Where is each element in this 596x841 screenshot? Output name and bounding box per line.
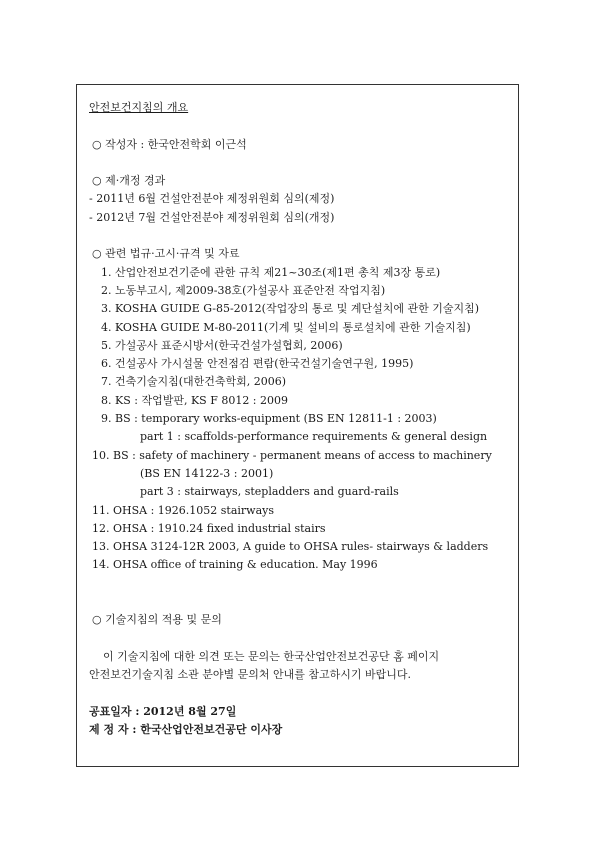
author-line: ○ 작성자 : 한국안전학회 이근석 xyxy=(92,137,247,151)
reference-subitem: part 3 : stairways, stepladders and guard-rails xyxy=(140,485,399,499)
reference-item: 13. OHSA 3124-12R 2003, A guide to OHSA rules- stairways & ladders xyxy=(92,540,489,554)
publication-date: 공표일자 : 2012년 8월 27일 xyxy=(89,704,237,718)
reference-subitem: (BS EN 14122-3 : 2001) xyxy=(140,466,274,480)
application-text: 이 기술지침에 대한 의견 또는 문의는 한국산업안전보건공단 홈 페이지 xyxy=(103,649,440,663)
reference-item: 12. OHSA : 1910.24 fixed industrial stairs xyxy=(92,521,326,535)
issuer: 제 정 자 : 한국산업안전보건공단 이사장 xyxy=(89,723,283,737)
reference-item: 7. 건축기술지침(대한건축학회, 2006) xyxy=(101,375,287,389)
reference-item: 1. 산업안전보건기준에 관한 규칙 제21~30조(제1편 총칙 제3장 통로) xyxy=(101,265,441,279)
reference-item: 6. 건설공사 가시설물 안전점검 편람(한국건설기술연구원, 1995) xyxy=(101,357,414,371)
application-text: 안전보건기술지침 소관 분야별 문의처 안내를 참고하시기 바랍니다. xyxy=(89,668,412,682)
reference-item: 3. KOSHA GUIDE G-85-2012(작업장의 통로 및 계단설치에 관한 기술지침) xyxy=(101,302,479,316)
reference-item: 10. BS : safety of machinery - permanent means of access to machinery xyxy=(92,448,492,462)
references-heading: ○ 관련 법규·고시·규격 및 자료 xyxy=(92,247,240,261)
reference-item: 9. BS : temporary works-equipment (BS EN 12811-1 : 2003) xyxy=(101,412,437,426)
reference-item: 11. OHSA : 1926.1052 stairways xyxy=(92,503,274,517)
reference-item: 4. KOSHA GUIDE M-80-2011(기계 및 설비의 통로설치에 관한 기술지침) xyxy=(101,320,471,334)
reference-item: 2. 노동부고시, 제2009-38호(가설공사 표준안전 작업지침) xyxy=(101,283,386,297)
reference-item: 14. OHSA office of training & education. May 1996 xyxy=(92,558,378,572)
reference-item: 8. KS : 작업발판, KS F 8012 : 2009 xyxy=(101,393,289,407)
reference-subitem: part 1 : scaffolds-performance requirements & general design xyxy=(140,430,488,444)
reference-item: 5. 가설공사 표준시방서(한국건설가설협회, 2006) xyxy=(101,338,343,352)
document-frame xyxy=(76,84,519,767)
history-item: - 2012년 7월 건설안전분야 제정위원회 심의(개정) xyxy=(89,210,335,224)
application-heading: ○ 기술지침의 적용 및 문의 xyxy=(92,613,222,627)
history-item: - 2011년 6월 건설안전분야 제정위원회 심의(제정) xyxy=(89,192,335,206)
page-title: 안전보건지침의 개요 xyxy=(89,101,189,114)
overview-content xyxy=(89,99,510,739)
history-heading: ○ 제·개정 경과 xyxy=(92,174,166,188)
